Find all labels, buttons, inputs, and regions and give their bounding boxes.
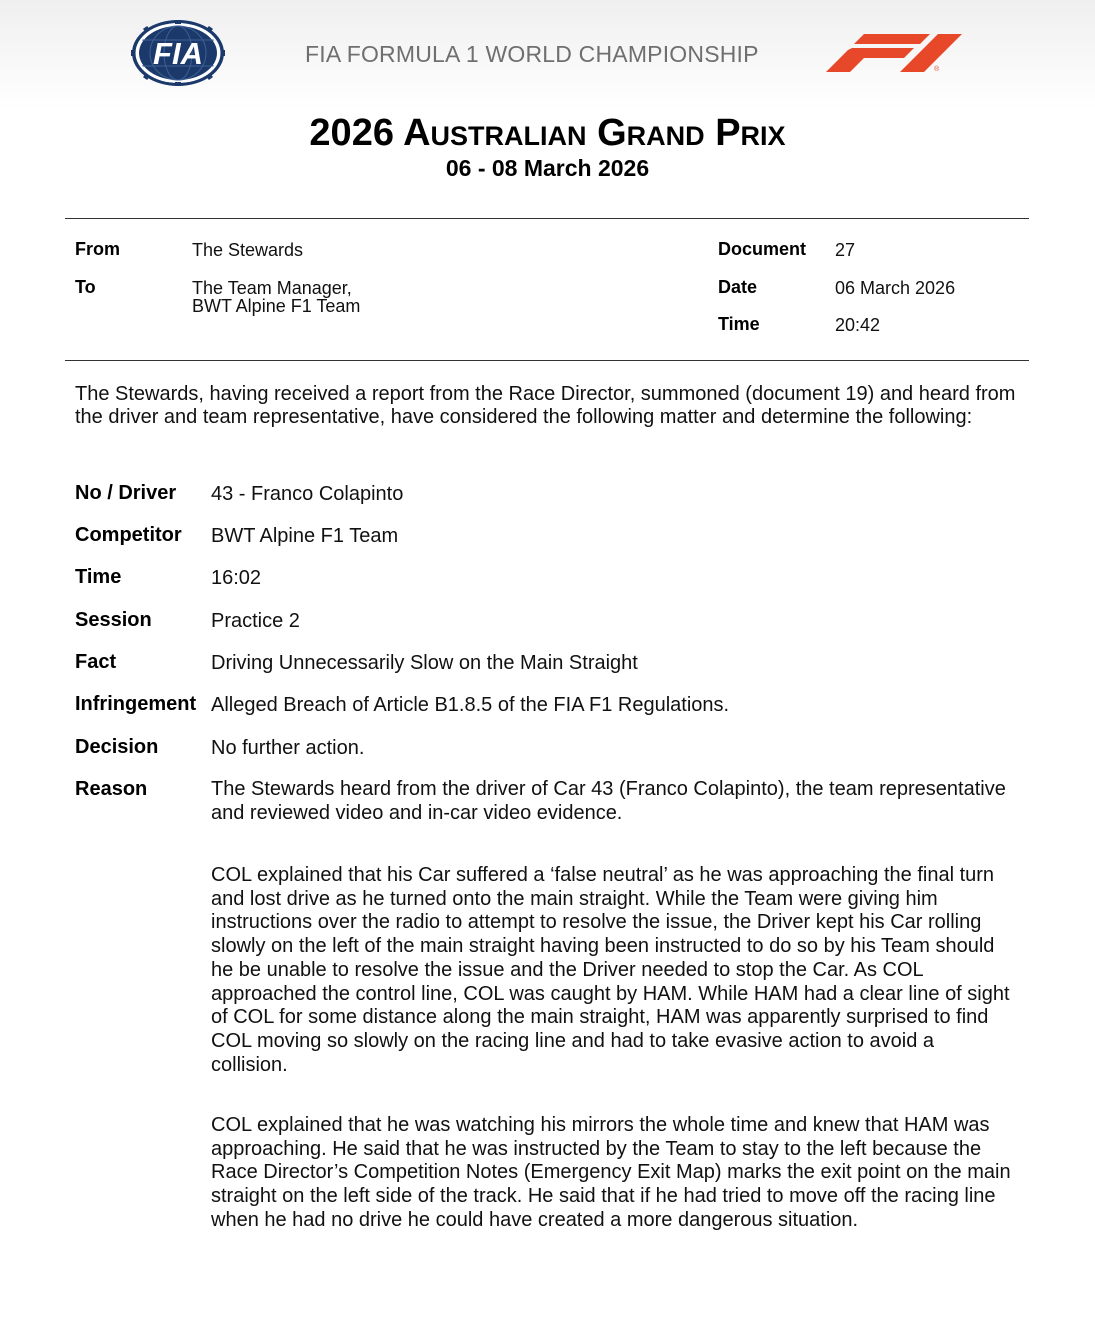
field-label-time: Time (75, 566, 122, 588)
reason-paragraph-2: COL explained that he was watching his mirrors the whole time and knew that HAM was approaching. He said that he was instructed by the Team to stay to the left because the Race Director’s Competition Notes (Emergency Exit Map) marks the exit point on the main straight on the left side of the track. He said that if he had tried to move off the racing line when he had no drive he could have created a more dangerous situation. (211, 1114, 1011, 1231)
championship-title: FIA FORMULA 1 WORLD CHAMPIONSHIP (305, 41, 759, 67)
field-label-session: Session (75, 609, 152, 631)
to-value-line2: BWT Alpine F1 Team (192, 296, 361, 316)
to-value-line1: The Team Manager, (192, 278, 352, 298)
time-value: 20:42 (835, 315, 881, 335)
date-value: 06 March 2026 (835, 278, 956, 298)
from-label: From (75, 239, 120, 259)
date-label: Date (718, 277, 758, 297)
field-value-session: Practice 2 (211, 610, 300, 632)
event-title: 2026 Australian Grand Prix (309, 112, 786, 154)
fia-logo-icon (131, 20, 225, 86)
document-label: Document (718, 239, 807, 259)
field-label-fact: Fact (75, 651, 117, 673)
field-label-competitor: Competitor (75, 524, 182, 546)
field-label-infringement: Infringement (75, 693, 197, 715)
f1-logo-icon (826, 34, 962, 72)
field-value-infringement: Alleged Breach of Article B1.8.5 of the FIA F1 Regulations. (211, 694, 730, 716)
intro-paragraph: The Stewards, having received a report from the Race Director, summoned (document 19) and heard from the driver and team representative, have considered the following matter and determine the following: (75, 383, 1016, 429)
field-value-time: 16:02 (211, 567, 262, 589)
divider-bottom (65, 360, 1029, 361)
document-value: 27 (835, 240, 856, 260)
field-value-decision: No further action. (211, 737, 365, 759)
field-value-reason: The Stewards heard from the driver of Car 43 (Franco Colapinto), the team representative and reviewed video and in-car video evidence. (211, 778, 1006, 824)
reason-paragraph-1: COL explained that his Car suffered a ‘false neutral’ as he was approaching the final turn and lost drive as he turned onto the main straight. While the Team were giving him instructions over the radio to attempt to resolve the issue, the Driver kept his Car rolling slowly on the left of the main straight having been instructed to do so by his Team should he be unable to resolve the issue and the Driver needed to stop the Car. As COL approached the control line, COL was caught by HAM. While HAM had a clear line of sight of COL for some distance along the main straight, HAM was apparently surprised to find COL moving so slowly on the racing line and had to take evasive action to avoid a collision. (211, 864, 1010, 1076)
field-label-decision: Decision (75, 736, 159, 758)
time-label: Time (718, 314, 760, 334)
field-value-fact: Driving Unnecessarily Slow on the Main Straight (211, 652, 638, 674)
field-value-driver: 43 - Franco Colapinto (211, 483, 404, 505)
event-dates: 06 - 08 March 2026 (445, 155, 650, 181)
field-value-competitor: BWT Alpine F1 Team (211, 525, 399, 547)
svg-text:®: ® (934, 66, 940, 72)
to-label: To (75, 277, 96, 297)
from-value: The Stewards (192, 240, 304, 260)
field-label-driver: No / Driver (75, 482, 177, 504)
divider-top (65, 218, 1029, 219)
svg-text:FIA: FIA (153, 36, 203, 71)
field-label-reason: Reason (75, 778, 148, 800)
